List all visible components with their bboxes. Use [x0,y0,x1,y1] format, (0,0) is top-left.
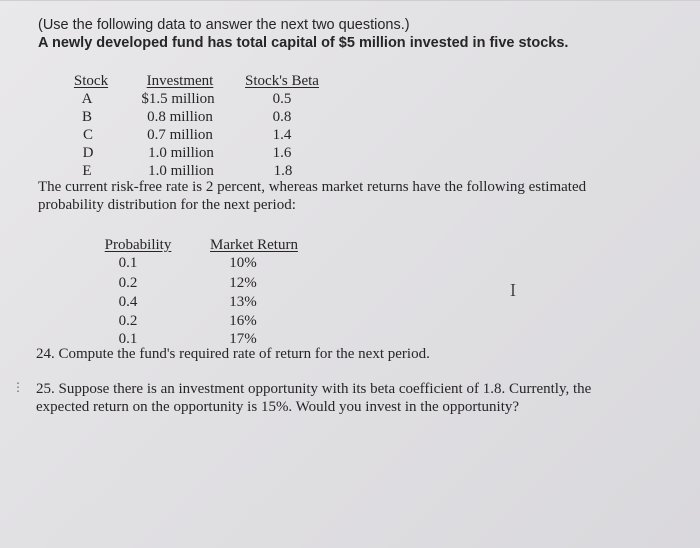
probability-3: 0.4 [118,294,138,310]
beta-c: 1.4 [272,127,292,143]
probability-header: Probability [104,237,172,253]
question-25-line-1: 25. Suppose there is an investment opportunity with its beta coefficient of 1.8. Currently, the [36,381,592,397]
investment-c: 0.7 million [147,127,213,143]
beta-header: Stock's Beta [245,73,319,89]
stock-c: C [82,127,94,143]
stock-d: D [82,145,94,161]
question-25-line-2: expected return on the opportunity is 15%. Would you invest in the opportunity? [36,399,520,415]
market-return-1: 10% [229,255,257,271]
beta-d: 1.6 [272,145,292,161]
beta-a: 0.5 [272,91,292,107]
intro-line-1: (Use the following data to answer the next two questions.) [38,17,410,33]
risk-free-line-2: probability distribution for the next period: [38,197,296,213]
intro-line-2: A newly developed fund has total capital of $5 million invested in five stocks. [38,35,569,51]
question-24: 24. Compute the fund's required rate of return for the next period. [36,346,430,362]
probability-4: 0.2 [118,313,138,329]
investment-d: 1.0 million [148,145,214,161]
investment-a: $1.5 million [141,91,215,107]
margin-mark: ⋮ [12,380,24,394]
investment-b: 0.8 million [147,109,213,125]
beta-e: 1.8 [273,163,293,179]
investment-header: Investment [146,73,214,89]
market-return-header: Market Return [210,237,298,253]
market-return-3: 13% [229,294,257,310]
stock-table [0,72,700,182]
risk-free-line-1: The current risk-free rate is 2 percent, whereas market returns have the following estimated [38,179,587,195]
probability-5: 0.1 [118,331,138,347]
market-return-table [0,236,700,346]
stock-a: A [81,91,93,107]
beta-b: 0.8 [272,109,292,125]
page-top-edge [0,0,700,1]
investment-e: 1.0 million [148,163,214,179]
stock-header: Stock [73,73,109,89]
probability-1: 0.1 [118,255,138,271]
market-return-2: 12% [229,275,257,291]
probability-2: 0.2 [118,275,138,291]
stock-b: B [81,109,93,125]
market-return-5: 17% [229,331,257,347]
stock-e: E [82,163,92,179]
market-return-4: 16% [229,313,257,329]
text-cursor-icon: Ｉ [505,281,522,300]
